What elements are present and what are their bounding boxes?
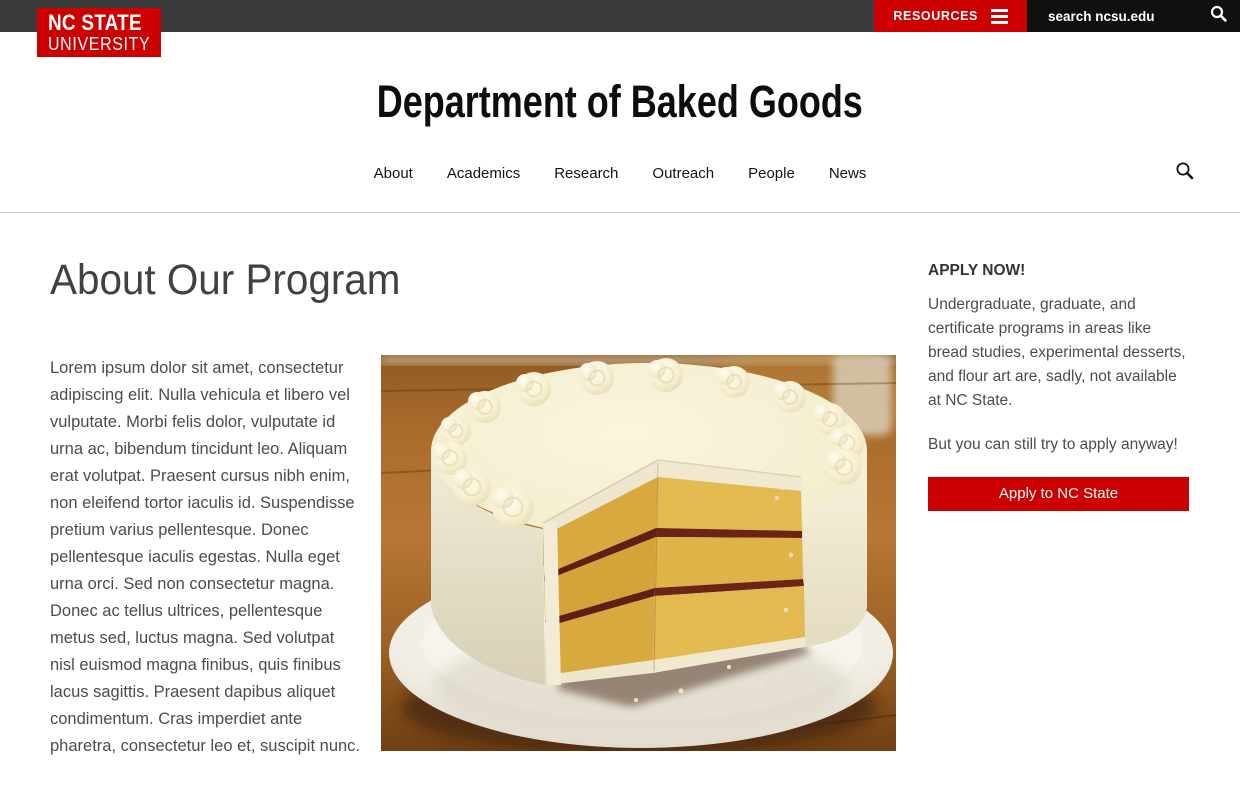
site-title: Department of Baked Goods <box>376 76 864 127</box>
nav-item-people[interactable]: People <box>748 165 795 182</box>
cake-figure <box>381 355 896 751</box>
logo-line2: UNIVERSITY <box>48 32 151 54</box>
nav-item-academics[interactable]: Academics <box>446 165 521 182</box>
sidebar-paragraph-2: But you can still try to apply anyway! <box>928 436 1178 453</box>
site-header <box>0 32 1240 141</box>
apply-button[interactable]: Apply to NC State <box>928 477 1189 511</box>
resources-label: RESOURCES <box>893 9 978 23</box>
nav-item-research[interactable]: Research <box>554 165 619 182</box>
nav-item-news[interactable]: News <box>828 165 867 182</box>
apply-sidebar <box>928 255 1189 760</box>
main-nav <box>0 141 1240 213</box>
utility-bar <box>0 0 1240 54</box>
main-content <box>50 255 896 760</box>
cake-photo <box>381 355 896 751</box>
hamburger-icon <box>991 9 1008 24</box>
ncstate-logo[interactable] <box>37 8 161 57</box>
resources-button[interactable] <box>874 0 1027 32</box>
site-search-box[interactable] <box>1027 0 1240 32</box>
nav-search-icon[interactable] <box>1175 161 1194 183</box>
search-icon[interactable] <box>1210 5 1227 27</box>
logo-line1: NC STATE <box>48 9 142 35</box>
search-input[interactable] <box>1048 9 1202 24</box>
body-paragraph: Lorem ipsum dolor sit amet, consectetur adipiscing elit. Nulla vehicula et libero vel vulputate. Morbi felis dolor, vulputate id urna ac, bibendum tincidunt leo. Aliquam erat volutpat. Praesent cursus nibh enim, non eleifend tortor iaculis id. Suspendisse pretium varius pellentesque. Donec pellentesque iaculis egestas. Nulla eget urna orci. Sed non consectetur magna. Donec ac tellus ultrices, pellentesque metus sed, luctus magna. Sed volutpat nisl euismod magna finibus, quis finibus lacus sagittis. Praesent dapibus aliquet condimentum. Cras imperdiet ante pharetra, consectetur leo et, suscipit nunc. <box>50 359 361 755</box>
nav-item-about[interactable]: About <box>373 165 413 182</box>
page-container <box>50 213 1190 760</box>
sidebar-heading: APPLY NOW! <box>928 262 1026 279</box>
page-heading: About Our Program <box>50 256 401 304</box>
sidebar-paragraph-1: Undergraduate, graduate, and certificate programs in areas like bread studies, experimental desserts, and flour art are, sadly, not available at NC State. <box>928 296 1186 409</box>
nav-item-outreach[interactable]: Outreach <box>652 165 715 182</box>
